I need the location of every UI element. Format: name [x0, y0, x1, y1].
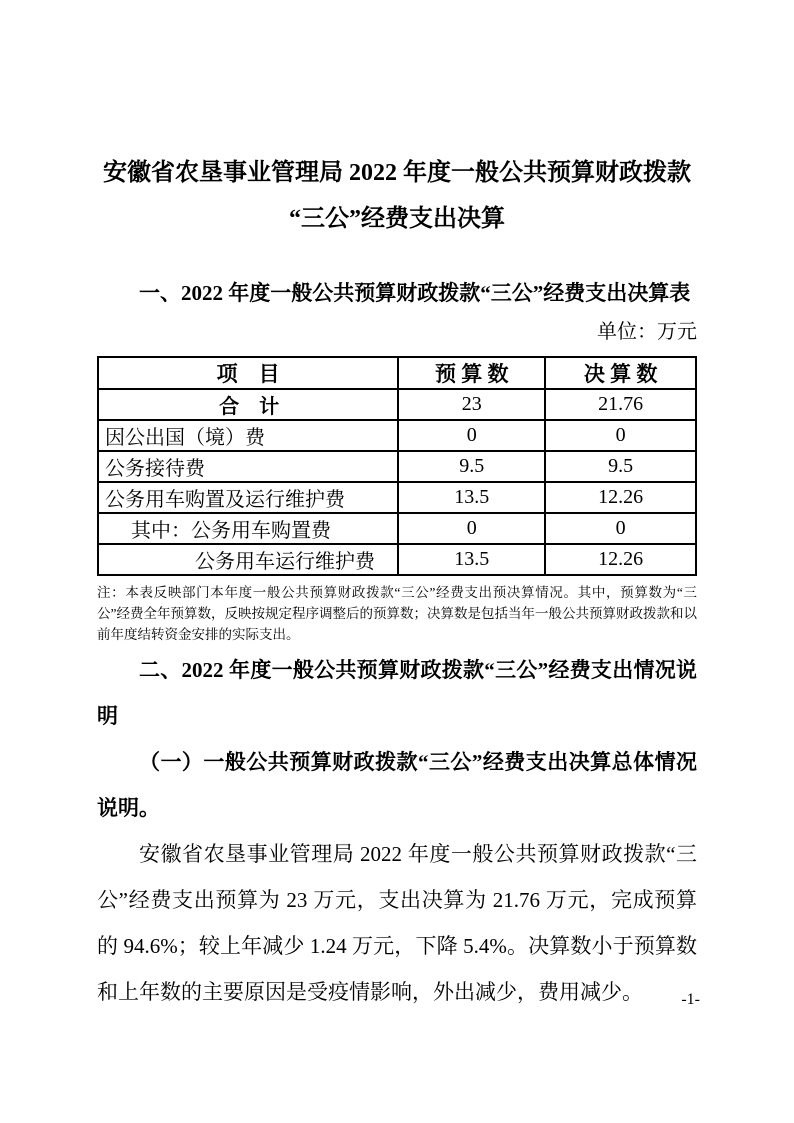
section2-heading: 二、2022 年度一般公共预算财政拨款“三公”经费支出情况说明 — [97, 658, 697, 728]
row-label: 公务接待费 — [98, 451, 398, 482]
final-value: 12.26 — [545, 482, 696, 513]
row-label: 公务用车购置及运行维护费 — [98, 482, 398, 513]
table-row-abroad — [98, 420, 696, 451]
final-value: 9.5 — [545, 451, 696, 482]
document-title-line1: 安徽省农垦事业管理局 2022 年度一般公共预算财政拨款 — [103, 160, 691, 186]
table-note: 注：本表反映部门本年度一般公共预算财政拨款“三公”经费支出预决算情况。其中，预算数为“三公”经费全年预算数，反映按规定程序调整后的预算数；决算数是包括当年一般公共预算财政拨款和以前年度结转资金安排的实际支出。 — [97, 585, 697, 642]
final-value: 0 — [545, 420, 696, 451]
budget-table — [97, 356, 697, 576]
document-title — [97, 150, 697, 242]
table-row-vehicle-total — [98, 482, 696, 513]
column-header-item: 项 目 — [98, 357, 398, 389]
final-value: 0 — [545, 513, 696, 544]
budget-value: 0 — [398, 420, 545, 451]
table-header-row — [98, 357, 696, 389]
final-value: 12.26 — [545, 544, 696, 575]
budget-value: 0 — [398, 513, 545, 544]
table-row-vehicle-maintenance — [98, 544, 696, 575]
column-header-final: 决 算 数 — [545, 357, 696, 389]
table-row-vehicle-purchase — [98, 513, 696, 544]
body-paragraph: 安徽省农垦事业管理局 2022 年度一般公共预算财政拨款“三公”经费支出预算为 23 万元，支出决算为 21.76 万元，完成预算的 94.6%；较上年减少 1.24 万元，下降 5.4%。决算数小于预算数和上年数的主要原因是受疫情影响，外出减少，费用减少。 — [97, 842, 697, 1004]
budget-value: 13.5 — [398, 544, 545, 575]
table-row-reception — [98, 451, 696, 482]
budget-value: 9.5 — [398, 451, 545, 482]
row-label: 合 计 — [98, 389, 398, 420]
section1-heading: 一、2022 年度一般公共预算财政拨款“三公”经费支出决算表 — [139, 281, 691, 305]
document-title-line2: “三公”经费支出决算 — [289, 206, 505, 232]
table-row-total — [98, 389, 696, 420]
page-number: -1- — [681, 991, 700, 1008]
section2-sub-heading: （一）一般公共预算财政拨款“三公”经费支出决算总体情况说明。 — [97, 750, 697, 820]
column-header-budget: 预 算 数 — [398, 357, 545, 389]
final-value: 21.76 — [545, 389, 696, 420]
row-label: 因公出国（境）费 — [98, 420, 398, 451]
page-footer — [0, 990, 700, 1010]
row-label: 其中：公务用车购置费 — [98, 513, 398, 544]
budget-value: 23 — [398, 389, 545, 420]
unit-label: 单位：万元 — [597, 321, 697, 343]
budget-value: 13.5 — [398, 482, 545, 513]
row-label: 公务用车运行维护费 — [98, 544, 398, 575]
